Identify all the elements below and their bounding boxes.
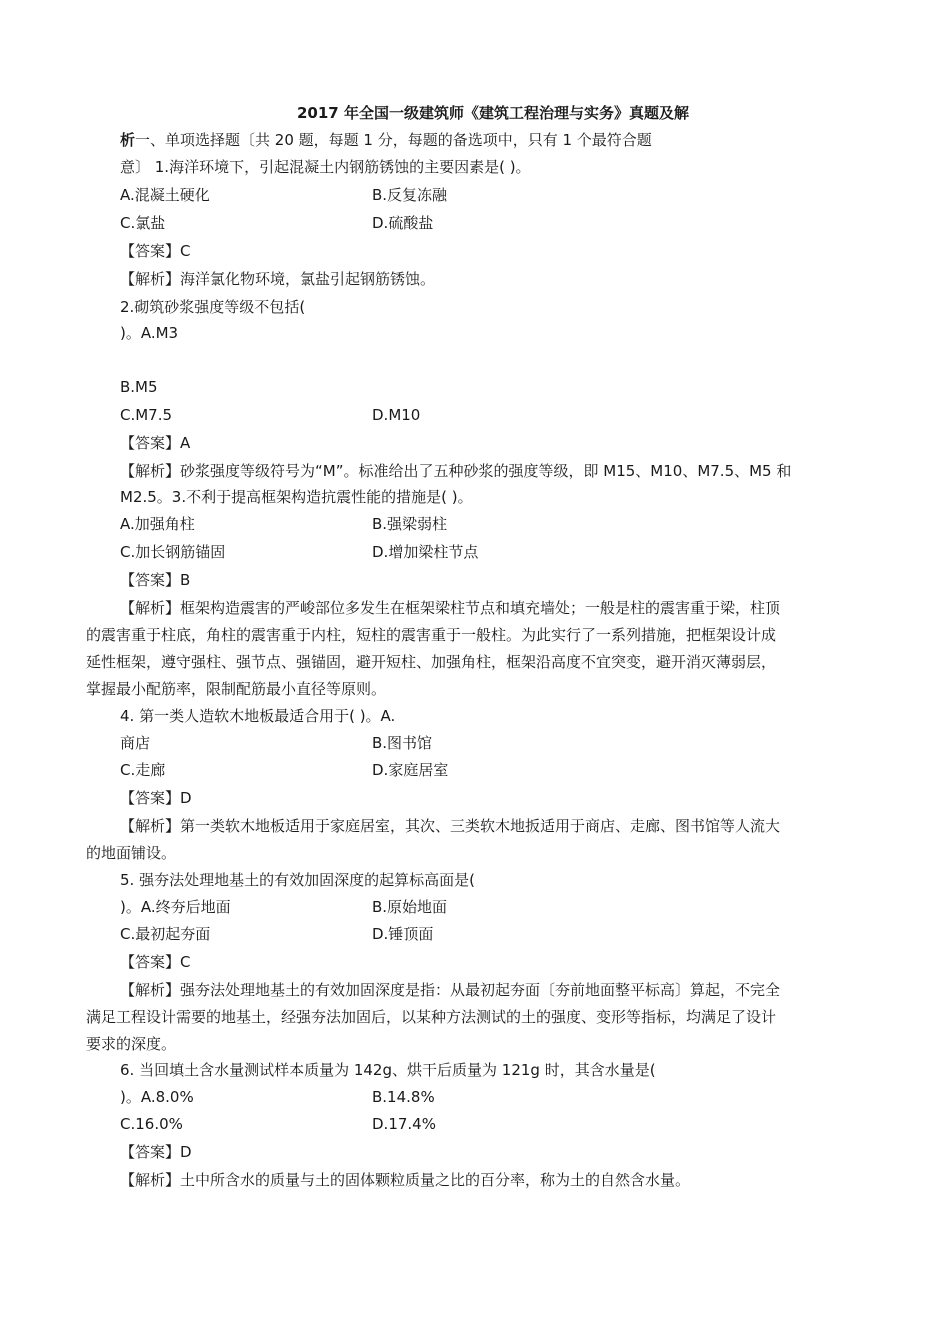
q5-analysis-line2: 满足工程设计需要的地基土，经强夯法加固后，以某种方法测试的土的强度、变形等指标，均满足了设计 [86, 1008, 777, 1026]
question-5-stem: 5. 强夯法处理地基土的有效加固深度的起算标高面是( [120, 871, 475, 889]
q5-option-b: B.原始地面 [372, 898, 448, 916]
document-title: 2017 年全国一级建筑师《建筑工程治理与实务》真题及解 [297, 104, 689, 122]
q3-option-c: C.加长钢筋锚固 [120, 543, 226, 561]
q3-analysis-line1: 【解析】框架构造震害的严峻部位多发生在框架梁柱节点和填充墙处；一般是柱的震害重于梁，柱顶 [120, 599, 781, 617]
q4-option-d: D.家庭居室 [372, 761, 449, 779]
q1-answer: 【答案】C [120, 242, 191, 260]
q4-analysis-line2: 的地面铺设。 [86, 844, 177, 862]
q5-analysis-line3: 要求的深度。 [86, 1035, 177, 1053]
question-1-stem: 意〕 1.海洋环境下，引起混凝土内钢筋锈蚀的主要因素是( )。 [120, 158, 531, 176]
q2-option-b: B.M5 [120, 378, 158, 396]
question-4-stem: 4. 第一类人造软木地板最适合用于( )。A. [120, 707, 396, 725]
section-heading [120, 129, 652, 151]
q4-option-b: B.图书馆 [372, 734, 433, 752]
q6-analysis: 【解析】土中所含水的质量与土的固体颗粒质量之比的百分率，称为土的自然含水量。 [120, 1171, 691, 1189]
q3-analysis-line2: 的震害重于柱底，角柱的震害重于内柱，短柱的震害重于一般柱。为此实行了一系列措施，把框架设计成 [86, 626, 777, 644]
q5-option-a: )。A.终夯后地面 [120, 898, 231, 916]
q3-option-d: D.增加梁柱节点 [372, 543, 479, 561]
q3-analysis-line3: 延性框架，遵守强柱、强节点、强锚固，避开短柱、加强角柱，框架沿高度不宜突变，避开消灭薄弱层， [86, 653, 777, 671]
q3-answer: 【答案】B [120, 571, 191, 589]
q1-option-c: C.氯盐 [120, 214, 166, 232]
q5-option-c: C.最初起夯面 [120, 925, 211, 943]
q4-option-c: C.走廊 [120, 761, 166, 779]
question-2-stem: 2.砌筑砂浆强度等级不包括( [120, 298, 306, 316]
q3-option-b: B.强梁弱柱 [372, 515, 448, 533]
q6-option-c: C.16.0% [120, 1115, 183, 1133]
q3-analysis-line4: 掌握最小配筋率，限制配筋最小直径等原则。 [86, 680, 387, 698]
q2-option-c: C.M7.5 [120, 406, 173, 424]
q6-option-d: D.17.4% [372, 1115, 436, 1133]
q5-answer: 【答案】C [120, 953, 191, 971]
q2-analysis-line2: M2.5。3.不利于提高框架构造抗震性能的措施是( )。 [120, 488, 473, 506]
q5-analysis-line1: 【解析】强夯法处理地基土的有效加固深度是指：从最初起夯面〔夯前地面整平标高〕算起，不完全 [120, 981, 781, 999]
q1-option-a: A.混凝土硬化 [120, 186, 210, 204]
q4-answer: 【答案】D [120, 789, 192, 807]
q1-analysis: 【解析】海洋氯化物环境，氯盐引起钢筋锈蚀。 [120, 270, 436, 288]
q1-option-d: D.硫酸盐 [372, 214, 434, 232]
q6-option-b: B.14.8% [372, 1088, 435, 1106]
question-6-stem: 6. 当回填土含水量测试样本质量为 142g、烘干后质量为 121g 时，其含水量是( [120, 1061, 656, 1079]
q6-option-a: )。A.8.0% [120, 1088, 194, 1106]
q5-option-d: D.锤顶面 [372, 925, 434, 943]
q2-answer: 【答案】A [120, 434, 191, 452]
section-heading-text: 一、单项选择题〔共 20 题，每题 1 分，每题的备选项中，只有 1 个最符合题 [135, 131, 652, 149]
q6-answer: 【答案】D [120, 1143, 192, 1161]
section-heading-bold: 析 [120, 131, 136, 149]
q4-analysis-line1: 【解析】第一类软木地板适用于家庭居室，其次、三类软木地扳适用于商店、走廊、图书馆等人流大 [120, 817, 781, 835]
q2-option-a: )。A.M3 [120, 324, 179, 342]
q1-option-b: B.反复冻融 [372, 186, 448, 204]
q2-analysis-line1: 【解析】砂浆强度等级符号为“M”。标准给出了五种砂浆的强度等级，即 M15、M10、M7.5、M5 和 [120, 462, 792, 480]
q2-option-d: D.M10 [372, 406, 421, 424]
q3-option-a: A.加强角柱 [120, 515, 195, 533]
q4-option-a: 商店 [120, 734, 151, 752]
